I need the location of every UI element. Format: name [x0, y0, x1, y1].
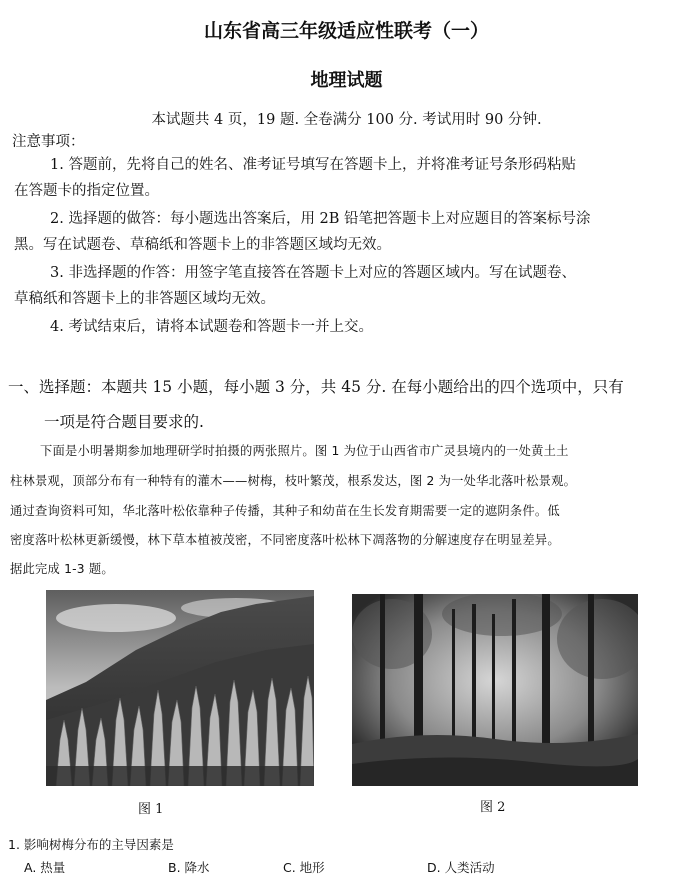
section-heading-cont: 一项是符合题目要求的.	[44, 413, 204, 431]
question-1-option-c: C. 地形	[283, 860, 325, 875]
exam-subject-title: 地理试题	[310, 70, 383, 91]
notice-line: 草稿纸和答题卡上的非答题区域均无效。	[14, 291, 275, 307]
question-1-option-b: B. 降水	[168, 860, 210, 875]
notice-line: 在答题卡的指定位置。	[14, 183, 159, 199]
figure-2-photo	[352, 594, 638, 786]
notice-line: 3. 非选择题的作答：用签字笔直接答在答题卡上对应的答题区域内。写在试题卷、	[50, 265, 576, 281]
question-1-option-d: D. 人类活动	[427, 860, 495, 875]
larch-forest-image	[352, 594, 638, 786]
earth-pillar-landscape-image	[46, 590, 314, 786]
notice-line: 1. 答题前，先将自己的姓名、准考证号填写在答题卡上，并将准考证号条形码粘贴	[50, 157, 576, 173]
figure-1-caption: 图 1	[138, 802, 164, 817]
passage-line: 下面是小明暑期参加地理研学时拍摄的两张照片。图 1 为位于山西省市广灵县境内的一处黄土土	[40, 444, 569, 458]
notice-line: 4. 考试结束后，请将本试题卷和答题卡一并上交。	[50, 319, 373, 335]
exam-title: 山东省高三年级适应性联考（一）	[203, 20, 489, 42]
figure-2-caption: 图 2	[480, 800, 506, 815]
question-1-option-a: A. 热量	[24, 860, 66, 875]
section-heading: 一、选择题：本题共 15 小题，每小题 3 分，共 45 分. 在每小题给出的四个选项中，只有	[8, 378, 624, 396]
notice-line: 黑。写在试题卷、草稿纸和答题卡上的非答题区域均无效。	[14, 237, 391, 253]
question-1-stem: 1. 影响树梅分布的主导因素是	[8, 837, 174, 852]
notice-heading: 注意事项：	[12, 134, 85, 150]
passage-line: 密度落叶松林更新缓慢，林下草本植被茂密，不同密度落叶松林下凋落物的分解速度存在明显差异。	[10, 533, 560, 547]
passage-line: 柱林景观，顶部分布有一种特有的灌木——树梅，枝叶繁茂，根系发达，图 2 为一处华北落叶松景观。	[10, 474, 577, 488]
notice-line: 2. 选择题的做答：每小题选出答案后，用 2B 铅笔把答题卡上对应题目的答案标号涂	[50, 211, 591, 227]
figure-1-photo	[46, 590, 314, 786]
passage-line: 据此完成 1-3 题。	[10, 562, 114, 576]
passage-line: 通过查询资料可知，华北落叶松依靠种子传播，其种子和幼苗在生长发育期需要一定的遮阴条件。低	[10, 504, 560, 518]
exam-meta: 本试题共 4 页，19 题. 全卷满分 100 分. 考试用时 90 分钟.	[151, 112, 542, 128]
